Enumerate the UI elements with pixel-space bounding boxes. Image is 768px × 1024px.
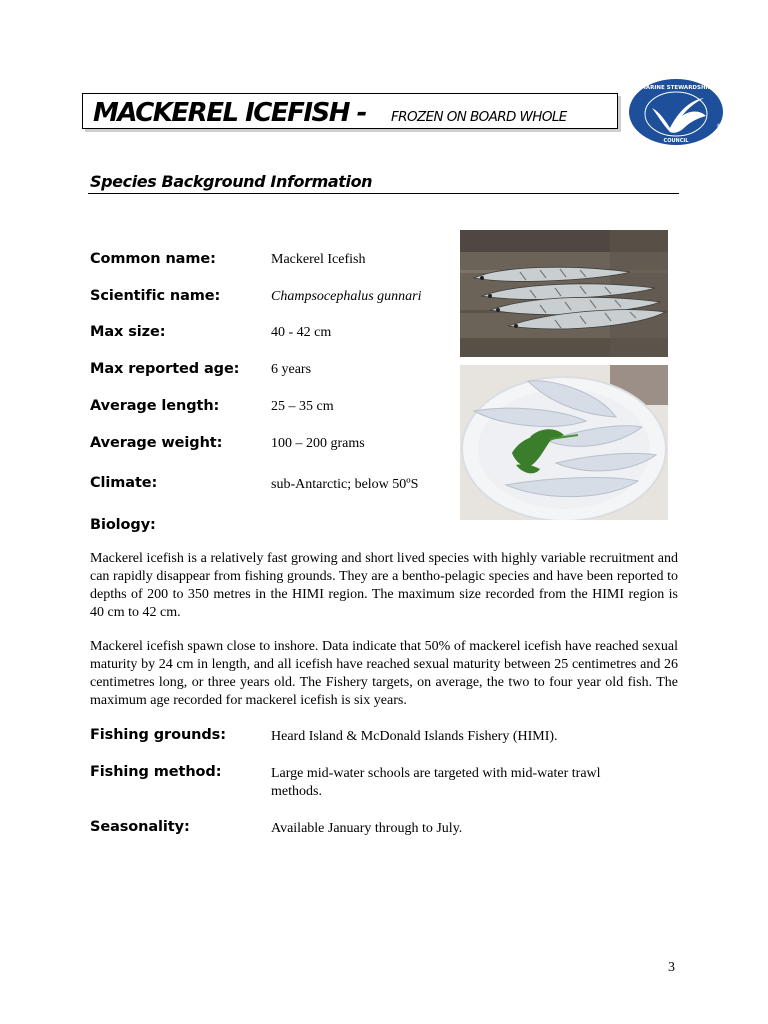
section-heading: Species Background Information bbox=[90, 172, 373, 191]
common-name-value: Mackerel Icefish bbox=[271, 252, 366, 267]
fishing-grounds-value: Heard Island & McDonald Islands Fishery (HIMI). bbox=[271, 729, 558, 744]
average-weight-label: Average weight: bbox=[90, 435, 223, 451]
biology-paragraph: Mackerel icefish is a relatively fast growing and short lived species with highly variable recruitment and can rapidly disappear from fishing grounds. They are a bentho-pelagic species and have been reported to depths of 200 to 350 metres in the HIMI region. The maximum size recorded from the HIMI region is 40 cm to 42 cm. bbox=[90, 551, 678, 620]
average-length-label: Average length: bbox=[90, 398, 220, 414]
biology-label: Biology: bbox=[90, 517, 156, 533]
section-divider bbox=[88, 193, 679, 194]
max-age-label: Max reported age: bbox=[90, 361, 240, 377]
page-number: 3 bbox=[668, 960, 675, 975]
scientific-name-value: Champsocephalus gunnari bbox=[271, 289, 422, 304]
scientific-name-label: Scientific name: bbox=[90, 288, 221, 304]
max-size-value: 40 - 42 cm bbox=[271, 325, 332, 340]
svg-text:MARINE STEWARDSHIP: MARINE STEWARDSHIP bbox=[640, 85, 712, 91]
fishing-method-label: Fishing method: bbox=[90, 764, 222, 780]
climate-label: Climate: bbox=[90, 475, 158, 491]
average-weight-value: 100 – 200 grams bbox=[271, 436, 365, 451]
climate-value: sub-Antarctic; below 50ºS bbox=[271, 477, 419, 492]
max-age-value: 6 years bbox=[271, 362, 312, 377]
msc-logo-icon bbox=[628, 78, 726, 146]
document-subtitle: FROZEN ON BOARD WHOLE bbox=[391, 109, 567, 125]
fishing-method-value: Large mid-water schools are targeted with mid-water trawl methods. bbox=[271, 766, 601, 799]
whole-icefish-photo-icon bbox=[460, 230, 668, 357]
max-size-label: Max size: bbox=[90, 324, 166, 340]
fishing-grounds-label: Fishing grounds: bbox=[90, 727, 226, 743]
document-title: MACKEREL ICEFISH - bbox=[93, 98, 366, 128]
seasonality-value: Available January through to July. bbox=[271, 821, 463, 836]
biology-paragraph: Mackerel icefish spawn close to inshore. Data indicate that 50% of mackerel icefish have reached sexual maturity by 24 cm in length, and all icefish have reached sexual maturity between 25 centimetres and 26 centimetres long, or three years old. The Fishery targets, on average, the two to four year old fish. The maximum age recorded for mackerel icefish is six years. bbox=[90, 639, 678, 708]
average-length-value: 25 – 35 cm bbox=[271, 399, 334, 414]
title-banner bbox=[82, 93, 618, 129]
seasonality-label: Seasonality: bbox=[90, 819, 190, 835]
common-name-label: Common name: bbox=[90, 251, 216, 267]
svg-text:COUNCIL: COUNCIL bbox=[663, 138, 689, 144]
icefish-fillets-photo-icon bbox=[460, 365, 668, 520]
svg-text:®: ® bbox=[716, 123, 722, 130]
